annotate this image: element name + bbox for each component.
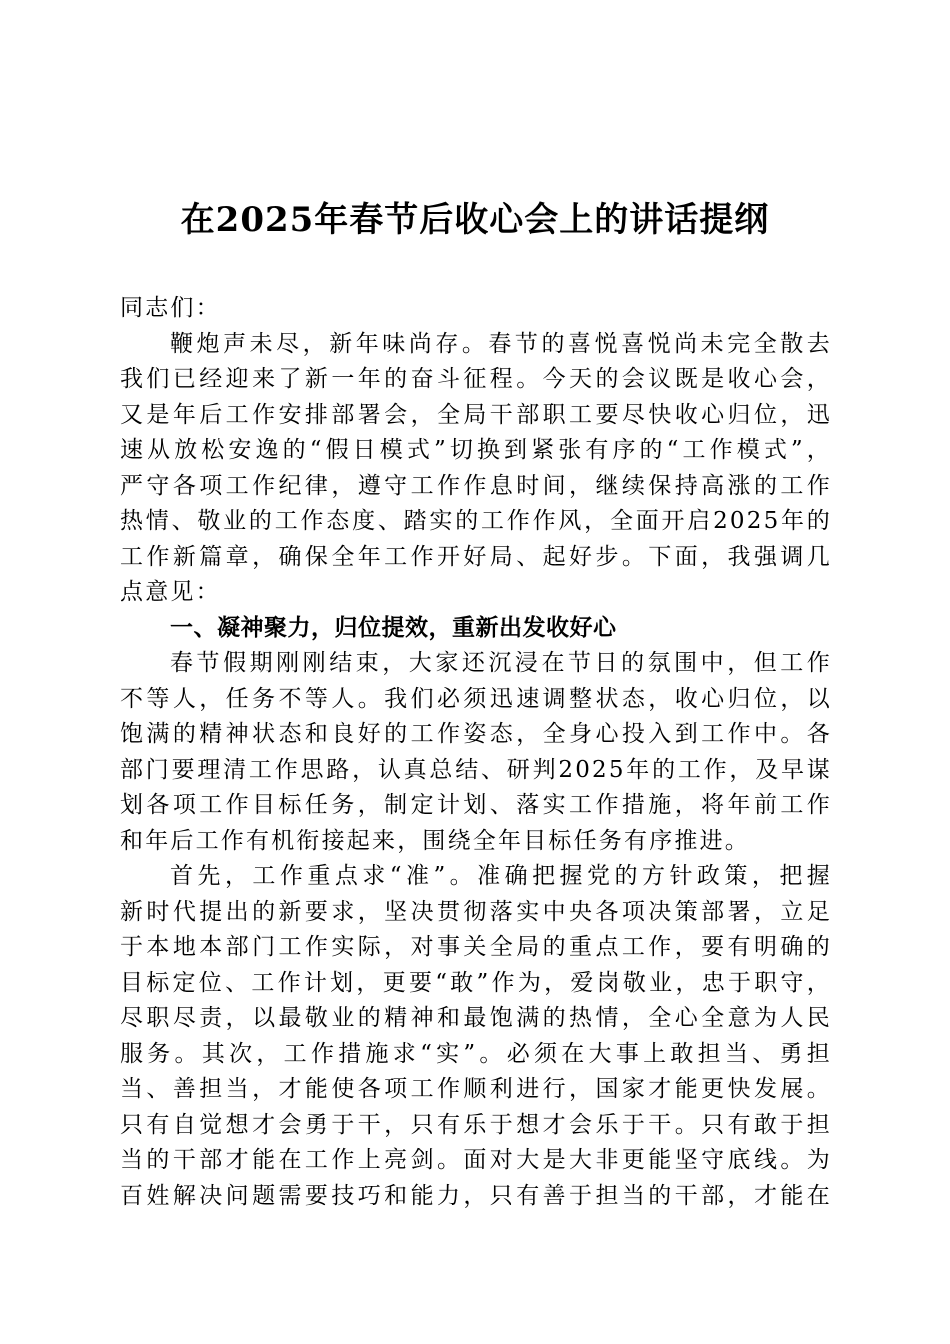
paragraph-line: 新时代提出的新要求，坚决贯彻落实中央各项决策部署，立足 [120, 898, 832, 925]
document-body [120, 291, 832, 1214]
section-heading: 一、凝神聚力，归位提效，重新出发收好心 [170, 614, 617, 641]
paragraph-line: 和年后工作有机衔接起来，围绕全年目标任务有序推进。 [120, 827, 750, 854]
paragraph-line: 当的干部才能在工作上亮剑。面对大是大非更能坚守底线。为 [120, 1147, 832, 1173]
paragraph-line: 当、善担当，才能使各项工作顺利进行，国家才能更快发展。 [120, 1076, 832, 1102]
paragraph-line: 不等人，任务不等人。我们必须迅速调整状态，收心归位，以 [120, 685, 832, 712]
paragraph-line: 只有自觉想才会勇于干，只有乐于想才会乐于干。只有敢于担 [120, 1111, 832, 1138]
paragraph-line: 点意见： [120, 579, 221, 605]
paragraph-line: 百姓解决问题需要技巧和能力，只有善于担当的干部，才能在 [120, 1182, 832, 1209]
paragraph-line: 春节假期刚刚结束，大家还沉浸在节日的氛围中，但工作 [170, 650, 832, 676]
paragraph-line: 于本地本部门工作实际，对事关全局的重点工作，要有明确的 [120, 934, 832, 960]
paragraph-line: 部门要理清工作思路，认真总结、研判2025年的工作，及早谋 [120, 756, 832, 783]
paragraph-line: 工作新篇章，确保全年工作开好局、起好步。下面，我强调几 [120, 543, 832, 570]
paragraph-line: 首先，工作重点求“准”。准确把握党的方针政策，把握 [170, 863, 832, 889]
paragraph-line: 严守各项工作纪律，遵守工作作息时间，继续保持高涨的工作 [120, 472, 832, 499]
paragraph-line: 鞭炮声未尽，新年味尚存。春节的喜悦喜悦尚未完全散去 [170, 330, 832, 357]
paragraph-line: 热情、敬业的工作态度、踏实的工作作风，全面开启2025年的 [120, 508, 832, 534]
document-title: 在2025年春节后收心会上的讲话提纲 [180, 200, 770, 240]
paragraph-line: 饱满的精神状态和良好的工作姿态，全身心投入到工作中。各 [120, 721, 832, 747]
paragraph-line: 又是年后工作安排部署会，全局干部职工要尽快收心归位，迅 [120, 401, 832, 428]
paragraph-line: 服务。其次，工作措施求“实”。必须在大事上敢担当、勇担 [120, 1040, 832, 1067]
paragraph-line: 尽职尽责，以最敬业的精神和最饱满的热情，全心全意为人民 [120, 1005, 832, 1031]
paragraph-line: 目标定位、工作计划，更要“敢”作为，爱岗敬业，忠于职守， [120, 969, 832, 996]
paragraph-line: 划各项工作目标任务，制定计划、落实工作措施，将年前工作 [120, 792, 832, 818]
paragraph-line: 我们已经迎来了新一年的奋斗征程。今天的会议既是收心会， [120, 366, 832, 392]
paragraph-line: 同志们： [120, 295, 221, 321]
paragraph-line: 速从放松安逸的“假日模式”切换到紧张有序的“工作模式”， [120, 437, 832, 463]
